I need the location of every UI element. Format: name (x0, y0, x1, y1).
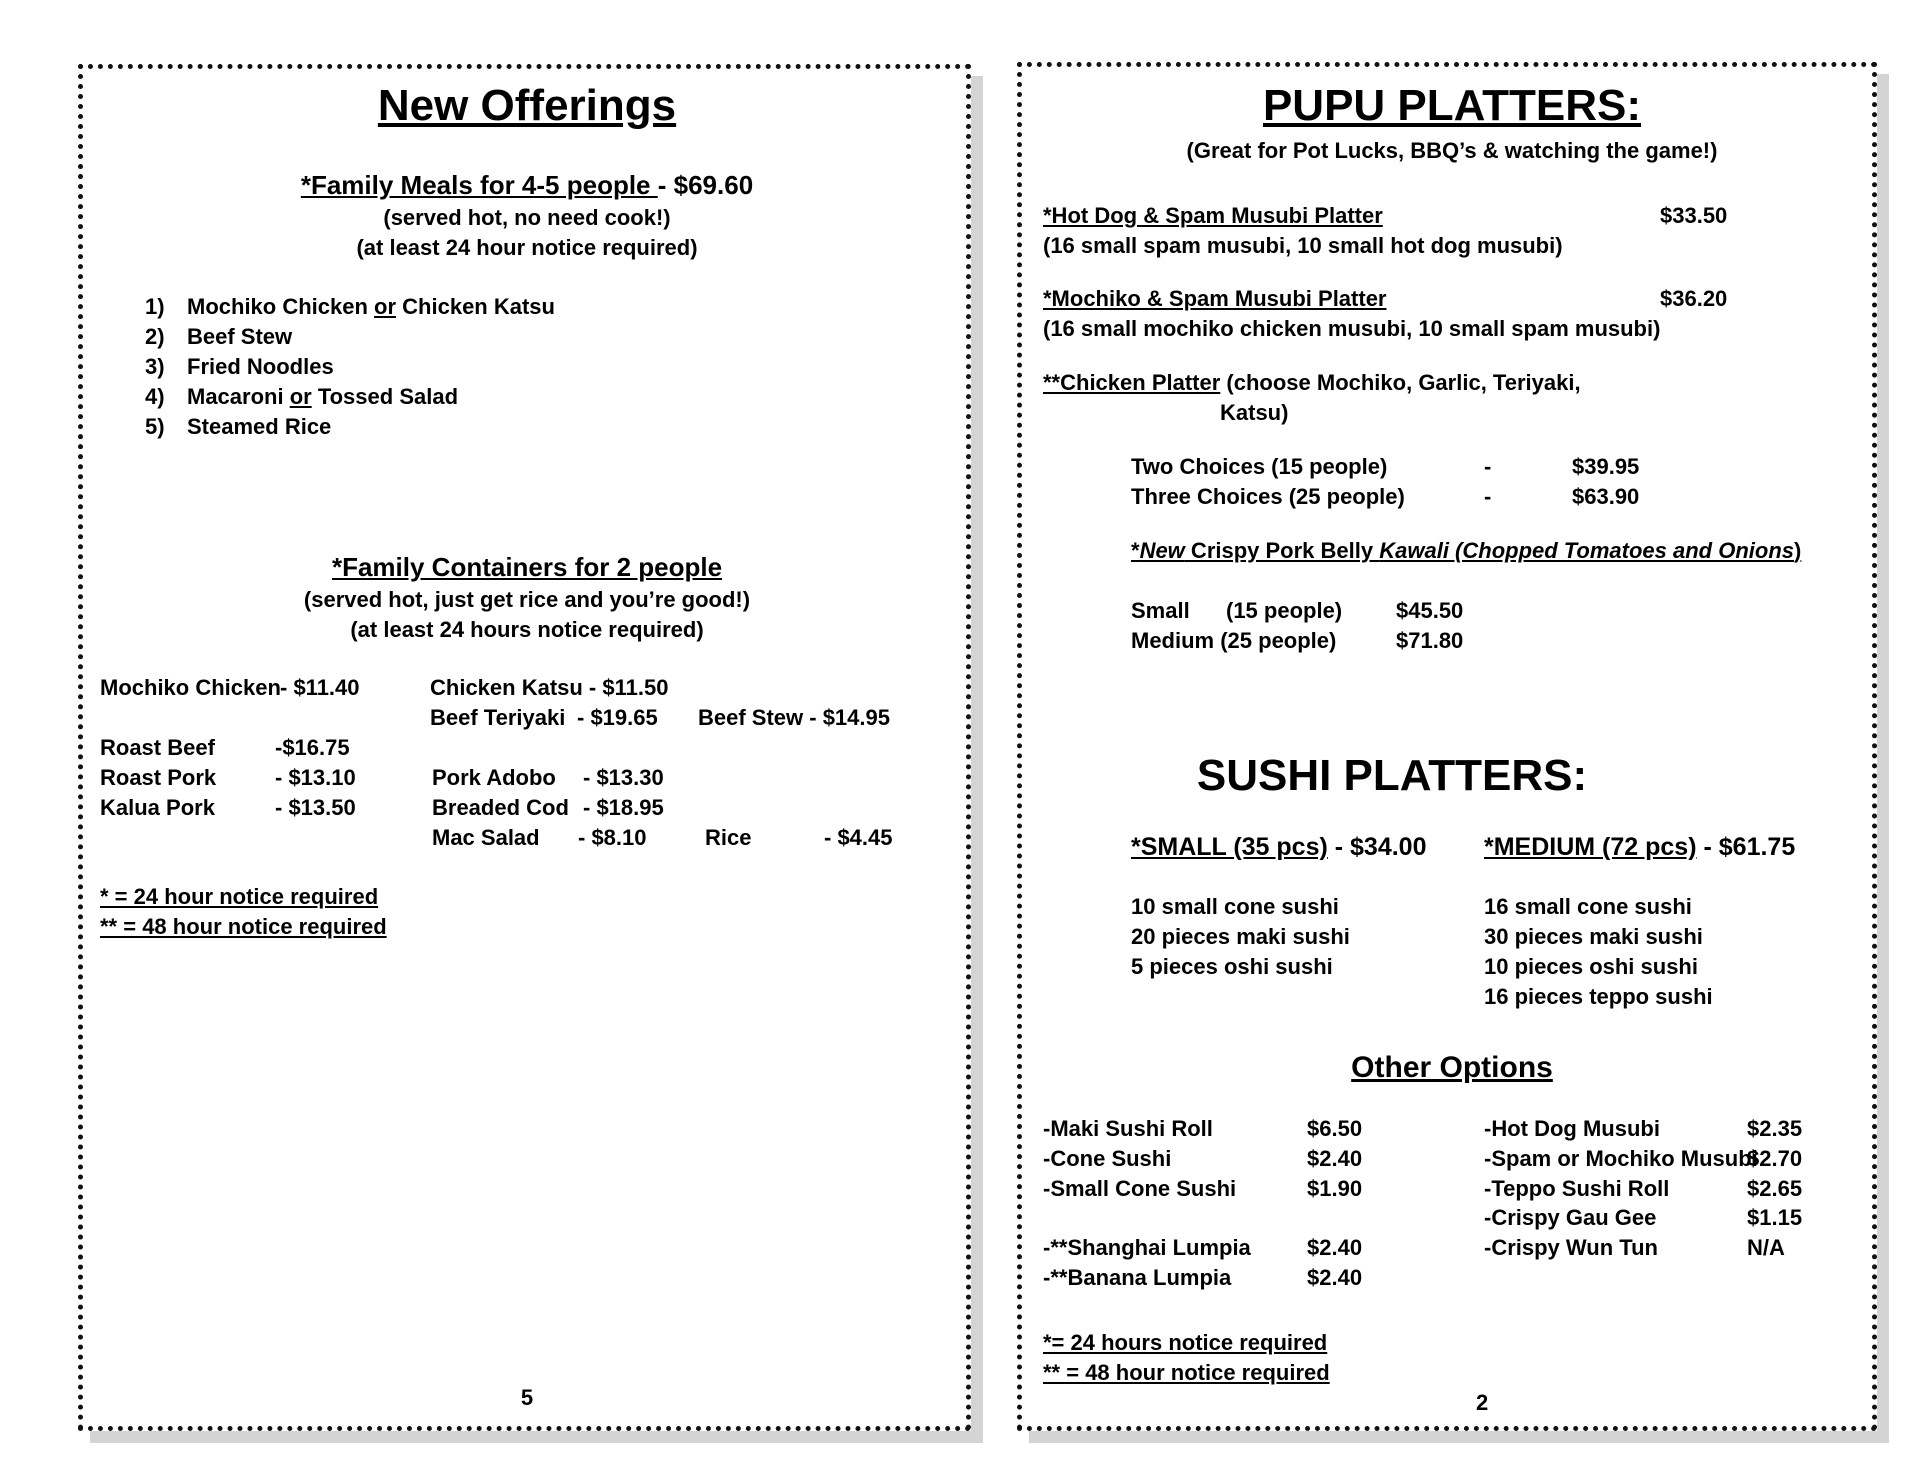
list-item-number: 4) (145, 384, 165, 409)
menu-item-price: $1.15 (1747, 1205, 1803, 1230)
menu-item-name: -Teppo Sushi Roll (1484, 1176, 1670, 1201)
small-sushi-heading: *SMALL (35 pcs) - $34.00 (1131, 833, 1427, 861)
menu-item-name: Rice (705, 825, 752, 850)
list-item: Steamed Rice (187, 414, 332, 439)
chicken-platter-choices: Katsu) (1220, 400, 1289, 425)
menu-item-price: -$16.75 (275, 735, 350, 760)
family-containers-heading: *Family Containers for 2 people (331, 552, 723, 582)
menu-item-name: *Mochiko & Spam Musubi Platter (1043, 286, 1387, 311)
menu-item-name: Breaded Cod (432, 795, 569, 820)
menu-item-price: $2.40 (1307, 1235, 1363, 1260)
menu-item-name: -Crispy Wun Tun (1484, 1235, 1658, 1260)
menu-item-desc: (16 small spam musubi, 10 small hot dog musubi) (1043, 233, 1563, 258)
family-meals-heading: *Family Meals for 4-5 people - $69.60 (300, 170, 754, 200)
family-meals-note: (served hot, no need cook!) (383, 205, 671, 230)
footnote: * = 24 hour notice required (100, 884, 379, 909)
menu-item-price: - $13.10 (275, 765, 356, 790)
menu-item-name: -Hot Dog Musubi (1484, 1116, 1660, 1141)
family-meals-note: (at least 24 hour notice required) (356, 235, 698, 260)
list-item: Mochiko Chicken or Chicken Katsu (187, 294, 555, 319)
menu-item-price: $2.35 (1747, 1116, 1803, 1141)
menu-item-price: $71.80 (1396, 628, 1464, 653)
menu-item-price: $2.40 (1307, 1265, 1363, 1290)
menu-item-price: - $8.10 (578, 825, 647, 850)
list-item-number: 5) (145, 414, 165, 439)
page-number: 2 (1476, 1390, 1489, 1415)
list-item: 16 small cone sushi (1484, 894, 1692, 919)
list-item: 30 pieces maki sushi (1484, 924, 1703, 949)
menu-item-price: $63.90 (1572, 484, 1640, 509)
chicken-platter: **Chicken Platter (choose Mochiko, Garlic, Teriyaki, (1043, 370, 1581, 395)
menu-item-name: -Cone Sushi (1043, 1146, 1172, 1171)
footnote: *= 24 hours notice required (1043, 1330, 1328, 1355)
menu-item-name: -Crispy Gau Gee (1484, 1205, 1657, 1230)
menu-item-price: $2.65 (1747, 1176, 1803, 1201)
menu-item-name: Kalua Pork (100, 795, 215, 820)
list-item: 10 small cone sushi (1131, 894, 1339, 919)
menu-item-price: $45.50 (1396, 598, 1464, 623)
list-item: 20 pieces maki sushi (1131, 924, 1350, 949)
menu-item-name: *Hot Dog & Spam Musubi Platter (1043, 203, 1383, 228)
menu-item-name: Pork Adobo (432, 765, 556, 790)
list-item-number: 2) (145, 324, 165, 349)
sushi-platters-title: SUSHI PLATTERS: (1196, 751, 1588, 800)
menu-item-name: Three Choices (25 people) (1131, 484, 1405, 509)
menu-item-name: Small (1131, 598, 1190, 623)
menu-item-name: Mochiko Chicken (100, 675, 281, 700)
menu-item-name: Mac Salad (432, 825, 540, 850)
menu-item-price: - $4.45 (824, 825, 893, 850)
menu-item-name: -**Shanghai Lumpia (1043, 1235, 1251, 1260)
medium-sushi-heading: *MEDIUM (72 pcs) - $61.75 (1484, 833, 1796, 861)
menu-item-price: $2.70 (1747, 1146, 1803, 1171)
menu-item-price: $36.20 (1660, 286, 1728, 311)
menu-item-name: -Maki Sushi Roll (1043, 1116, 1213, 1141)
menu-item-name: Medium (25 people) (1131, 628, 1337, 653)
menu-item-name: Roast Beef (100, 735, 215, 760)
menu-item-name: Two Choices (15 people) (1131, 454, 1388, 479)
family-containers-note: (served hot, just get rice and you’re good!) (303, 587, 751, 612)
list-item-number: 3) (145, 354, 165, 379)
menu-item-name: (15 people) (1226, 598, 1343, 623)
menu-item-price: - $11.40 (280, 675, 360, 700)
other-options-title: Other Options (1351, 1051, 1553, 1084)
menu-item: Chicken Katsu - $11.50 (430, 675, 669, 700)
page-title: New Offerings (377, 81, 677, 130)
menu-item-name: Beef Teriyaki (430, 705, 566, 730)
list-item: 16 pieces teppo sushi (1484, 984, 1713, 1009)
menu-item-price: - $19.65 (577, 705, 658, 730)
menu-item-name: -Small Cone Sushi (1043, 1176, 1237, 1201)
menu-item-name: Roast Pork (100, 765, 217, 790)
menu-item-price: $39.95 (1572, 454, 1640, 479)
menu-item-price: - $13.50 (275, 795, 356, 820)
list-item: 5 pieces oshi sushi (1131, 954, 1333, 979)
footnote: ** = 48 hour notice required (1043, 1360, 1330, 1385)
menu-item-price: $2.40 (1307, 1146, 1363, 1171)
list-item: 10 pieces oshi sushi (1484, 954, 1698, 979)
footnote: ** = 48 hour notice required (100, 914, 387, 939)
menu-item-price: $1.90 (1307, 1176, 1363, 1201)
list-item: Macaroni or Tossed Salad (187, 384, 459, 409)
dash: - (1484, 484, 1492, 509)
pupu-platters-subtitle: (Great for Pot Lucks, BBQ’s & watching the game!) (1186, 138, 1718, 163)
pupu-platters-title: PUPU PLATTERS: (1262, 81, 1642, 130)
family-containers-note: (at least 24 hours notice required) (350, 617, 704, 642)
menu-item-name: -Spam or Mochiko Musubi (1484, 1146, 1758, 1171)
list-item: Fried Noodles (187, 354, 334, 379)
pork-belly-item: *New Crispy Pork Belly Kawali (Chopped Tomatoes and Onions) (1131, 538, 1802, 563)
menu-item-price: - $13.30 (583, 765, 664, 790)
dash: - (1484, 454, 1492, 479)
page-number: 5 (520, 1385, 534, 1410)
list-item: Beef Stew (187, 324, 293, 349)
menu-item-desc: (16 small mochiko chicken musubi, 10 small spam musubi) (1043, 316, 1661, 341)
menu-item-price: N/A (1747, 1235, 1785, 1260)
menu-item-name: -**Banana Lumpia (1043, 1265, 1232, 1290)
menu-item-price: - $18.95 (583, 795, 664, 820)
menu-item-price: $33.50 (1660, 203, 1728, 228)
menu-item: Beef Stew - $14.95 (698, 705, 890, 730)
list-item-number: 1) (145, 294, 165, 319)
menu-item-price: $6.50 (1307, 1116, 1363, 1141)
